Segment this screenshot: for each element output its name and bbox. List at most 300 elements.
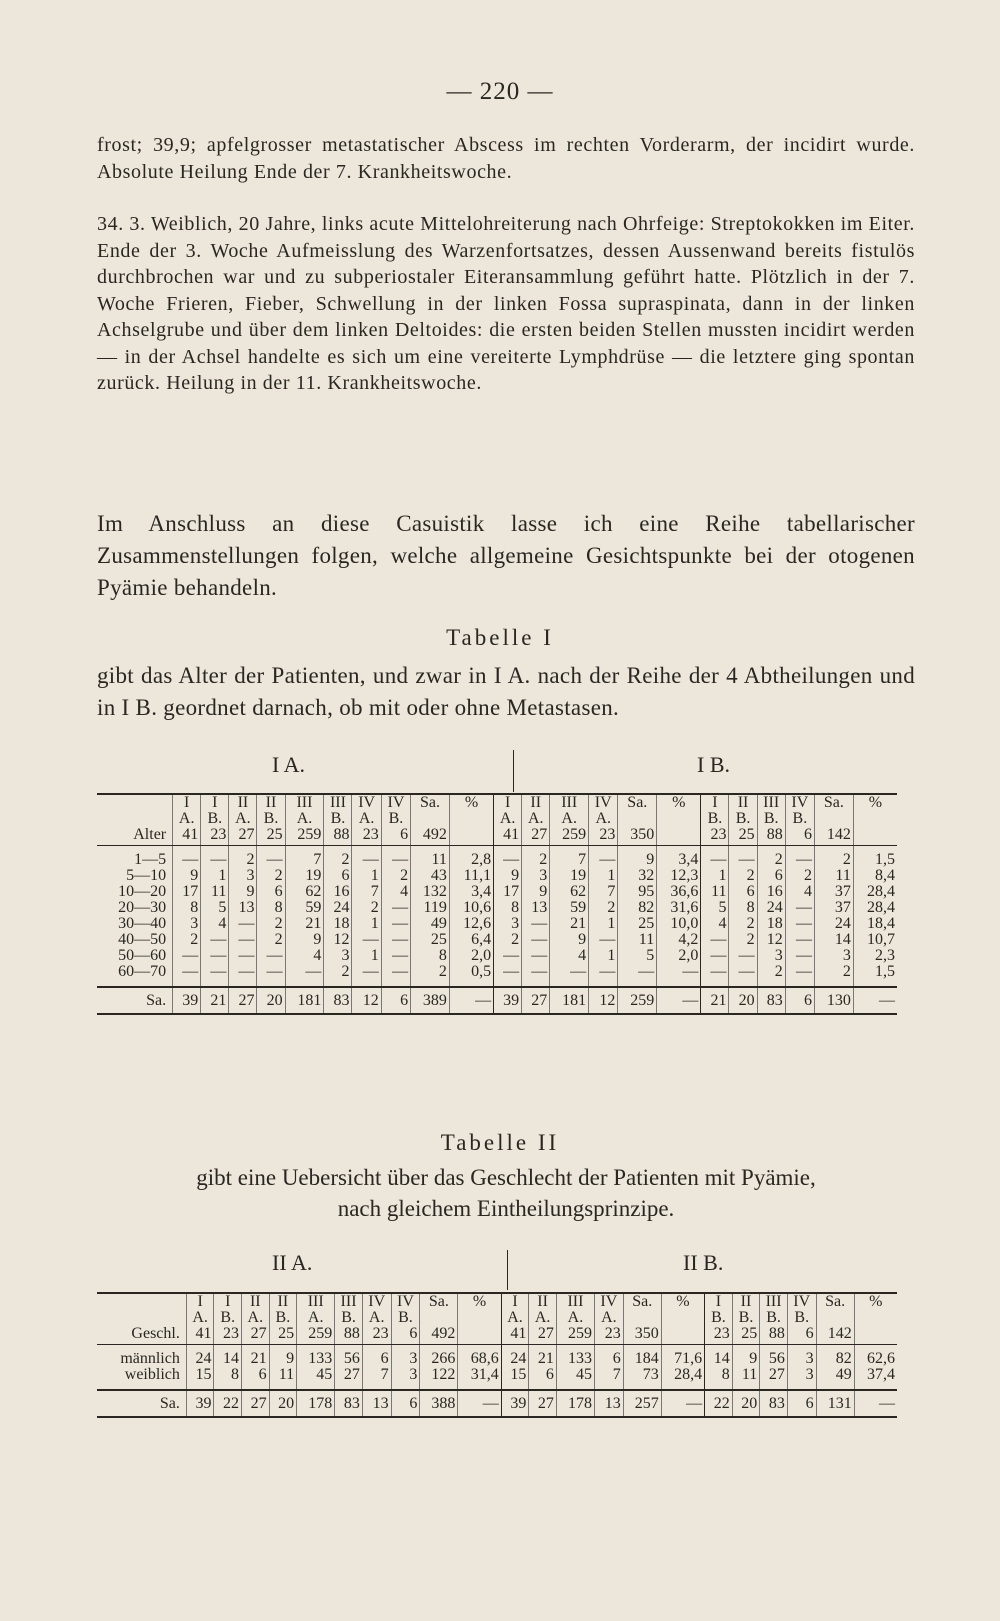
table-cell: 2 — [729, 932, 757, 948]
table-cell: 49 — [411, 916, 450, 932]
table-cell: 2 — [352, 900, 381, 916]
table-cell: 7 — [285, 846, 324, 869]
table-cell: % — [458, 1293, 501, 1310]
paragraph-case-34: 34. 3. Weiblich, 20 Jahre, links acute Mittelohreiterung nach Ohrfeige: Streptokokken im Eiter. Ende der 3. Woche Aufmeisslung des Warzenfortsatzes, dessen Aussenwand bereits fistulös durchbrochen war und zu subperiostaler Eiteransammlung geführt hatte. Plötzlich in der 7. Woche Frieren, Fieber, Schwellung in der linken Fossa supraspinata, dann in der linken Achselgrube und über dem linken Deltoides: die ersten beiden Stellen mussten incidirt werden — in der Achsel handelte es sich um eine vereiterte Lymphdrüse — die letztere ging spontan zurück. Heilung in der 11. Krankheitswoche. — [97, 213, 915, 394]
table-cell: 45 — [297, 1367, 335, 1390]
table-cell: 13 — [522, 900, 550, 916]
table-cell: IV — [391, 1293, 420, 1310]
table-cell: 3 — [324, 948, 352, 964]
table-cell: — — [729, 964, 757, 987]
table-cell: I — [173, 794, 201, 811]
table-cell: I — [501, 1293, 529, 1310]
table-cell: 83 — [324, 987, 352, 1014]
table-cell: IV — [785, 794, 814, 811]
table-cell: 19 — [285, 868, 324, 884]
table-cell: 27 — [242, 1326, 270, 1345]
table-cell — [657, 827, 701, 846]
table-cell: 27 — [529, 1390, 557, 1417]
table-cell: 21 — [550, 916, 589, 932]
table-cell: 6 — [787, 1390, 816, 1417]
table-cell: 6 — [787, 1326, 816, 1345]
table-cell: 62,6 — [854, 1345, 897, 1368]
table-cell: I — [701, 794, 729, 811]
table1-group-a-label: I A. — [272, 752, 305, 777]
table-cell: B. — [335, 1310, 363, 1326]
table-cell: 39 — [501, 1390, 529, 1417]
table-cell: 15 — [186, 1367, 214, 1390]
row-label: weiblich — [124, 1366, 180, 1383]
table-cell: A. — [352, 811, 381, 827]
table-cell: — — [173, 948, 201, 964]
table-cell: II — [522, 794, 550, 811]
table-cell: I — [186, 1293, 214, 1310]
table-cell: — — [785, 846, 814, 869]
table-cell: A. — [242, 1310, 270, 1326]
table-cell: 3 — [391, 1345, 420, 1368]
table-cell: 27 — [229, 827, 257, 846]
table-cell: 82 — [618, 900, 657, 916]
table-cell: B. — [381, 811, 410, 827]
table-cell: 6 — [391, 1390, 420, 1417]
table-cell — [420, 1310, 458, 1326]
header-row-subsection — [97, 811, 897, 827]
table-cell: 37,4 — [854, 1367, 897, 1390]
table-cell: I — [214, 1293, 242, 1310]
table-cell: 25 — [269, 1326, 297, 1345]
table-cell — [657, 811, 701, 827]
table-cell: 6 — [594, 1345, 623, 1368]
table-cell: II — [729, 794, 757, 811]
row-label: 10—20 — [118, 883, 167, 900]
table-cell: 2 — [815, 846, 854, 869]
page-number: — 220 — — [446, 78, 554, 105]
table-cell: B. — [269, 1310, 297, 1326]
table-cell: 9 — [285, 932, 324, 948]
table-cell: 3 — [815, 948, 854, 964]
table-cell: A. — [522, 811, 550, 827]
table-cell: 13 — [229, 900, 257, 916]
table-cell: — — [657, 987, 701, 1014]
table-cell: 88 — [335, 1326, 363, 1345]
table-cell: 2 — [324, 964, 352, 987]
table-row — [97, 884, 897, 900]
table-cell: 28,4 — [853, 900, 897, 916]
table-cell: — — [381, 916, 410, 932]
table-cell: 83 — [757, 987, 785, 1014]
table-cell: 24 — [815, 916, 854, 932]
table-cell: 6 — [729, 884, 757, 900]
table-cell: 7 — [589, 884, 618, 900]
table-cell: A. — [297, 1310, 335, 1326]
table-cell: A. — [556, 1310, 594, 1326]
table-cell: — — [494, 948, 522, 964]
table-cell: 11 — [411, 846, 450, 869]
table-cell: 6,4 — [449, 932, 493, 948]
table-cell: 20 — [729, 987, 757, 1014]
table-cell: 181 — [285, 987, 324, 1014]
table-row — [97, 868, 897, 884]
row-label: 30—40 — [118, 915, 167, 932]
table-cell: 2,0 — [657, 948, 701, 964]
table-cell: 133 — [297, 1345, 335, 1368]
table-cell: 6 — [242, 1367, 270, 1390]
table-row — [97, 964, 897, 987]
table-cell: 3 — [757, 948, 785, 964]
table-cell: 8 — [173, 900, 201, 916]
table-cell: Sa. — [815, 794, 854, 811]
table-cell: B. — [732, 1310, 760, 1326]
table-cell: 2 — [522, 846, 550, 869]
table-cell: 56 — [760, 1345, 788, 1368]
sum-row — [97, 987, 897, 1014]
table-cell: B. — [757, 811, 785, 827]
table-cell: 10,0 — [657, 916, 701, 932]
table-cell: 2,0 — [449, 948, 493, 964]
table-cell: — — [522, 964, 550, 987]
table-cell: 1 — [589, 948, 618, 964]
table-row — [97, 1367, 897, 1390]
table-cell: 37 — [815, 900, 854, 916]
table-cell: 119 — [411, 900, 450, 916]
table-cell: — — [494, 964, 522, 987]
header-row-totals — [97, 1326, 897, 1345]
table-cell: 8 — [729, 900, 757, 916]
table2-group-separator — [507, 1250, 508, 1290]
table-cell: % — [657, 794, 701, 811]
table-cell: 71,6 — [661, 1345, 704, 1368]
table-cell: 32 — [618, 868, 657, 884]
table-cell: 7 — [550, 846, 589, 869]
table-cell: 2 — [257, 916, 285, 932]
table-cell: 23 — [201, 827, 229, 846]
table2-group-a-label: II A. — [272, 1250, 313, 1275]
table-cell: A. — [529, 1310, 557, 1326]
table-cell: A. — [229, 811, 257, 827]
table-cell: — — [522, 932, 550, 948]
table-cell: 88 — [760, 1326, 788, 1345]
table-cell: — — [701, 846, 729, 869]
table-cell: 142 — [815, 827, 854, 846]
table-cell: 6 — [391, 1326, 420, 1345]
table-cell: 12 — [757, 932, 785, 948]
table-cell: 6 — [362, 1345, 391, 1368]
table-cell: IV — [787, 1293, 816, 1310]
table-cell: I — [494, 794, 522, 811]
table-cell: — — [618, 964, 657, 987]
table-cell: II — [529, 1293, 557, 1310]
table-cell: 6 — [257, 884, 285, 900]
row-label — [97, 1293, 186, 1310]
table-cell: 59 — [285, 900, 324, 916]
table-cell: 3 — [787, 1367, 816, 1390]
table-cell: 13 — [362, 1390, 391, 1417]
table-cell: 7 — [594, 1367, 623, 1390]
header-row-subsection — [97, 1310, 897, 1326]
table2-group-b-label: II B. — [683, 1250, 724, 1275]
sum-row — [97, 1390, 897, 1417]
table-cell: B. — [785, 811, 814, 827]
table-cell: 184 — [623, 1345, 661, 1368]
table-cell: 142 — [816, 1326, 854, 1345]
table-cell: III — [335, 1293, 363, 1310]
table-cell: 25 — [729, 827, 757, 846]
table-cell: — — [352, 846, 381, 869]
table-cell: 7 — [362, 1367, 391, 1390]
table-cell: Sa. — [411, 794, 450, 811]
table-cell: — — [201, 964, 229, 987]
table-cell: — — [352, 932, 381, 948]
table-cell: 37 — [815, 884, 854, 900]
table-cell: 11 — [732, 1367, 760, 1390]
table-cell: A. — [501, 1310, 529, 1326]
paragraph-case-continuation: frost; 39,9; apfelgrosser metastatischer Abscess im rechten Vorderarm, der incidirt wurde. Absolute Heilung Ende der 7. Krankheitswoche. — [97, 134, 915, 183]
table-cell: — — [550, 964, 589, 987]
table-cell — [449, 811, 493, 827]
table-cell: B. — [201, 811, 229, 827]
table-cell: IV — [362, 1293, 391, 1310]
table-cell — [661, 1326, 704, 1345]
table-cell: 59 — [550, 900, 589, 916]
table-cell: 25 — [257, 827, 285, 846]
table-cell: 25 — [618, 916, 657, 932]
table-cell: 8 — [214, 1367, 242, 1390]
table-cell: 11 — [201, 884, 229, 900]
table-cell: — — [785, 900, 814, 916]
table-cell: — — [257, 948, 285, 964]
table-cell: 2 — [757, 846, 785, 869]
table-row — [97, 948, 897, 964]
table2-description-line2: nach gleichem Eintheilungsprinzipe. — [337, 1196, 675, 1221]
table-cell: 1 — [201, 868, 229, 884]
table-cell: A. — [594, 1310, 623, 1326]
table-cell: 1 — [352, 948, 381, 964]
table-cell: 133 — [556, 1345, 594, 1368]
table-cell: 17 — [173, 884, 201, 900]
table-cell: 10,7 — [853, 932, 897, 948]
table-cell: 4,2 — [657, 932, 701, 948]
table-cell: 1 — [352, 916, 381, 932]
row-label: 50—60 — [118, 947, 167, 964]
table-cell: 16 — [324, 884, 352, 900]
table-cell: 11 — [618, 932, 657, 948]
table-cell: A. — [173, 811, 201, 827]
table-cell: 2 — [324, 846, 352, 869]
table-cell: 31,6 — [657, 900, 701, 916]
table-cell: 12 — [324, 932, 352, 948]
table-cell: 2 — [257, 868, 285, 884]
table-cell: 24 — [324, 900, 352, 916]
table-cell: 1 — [701, 868, 729, 884]
header-row-section — [97, 794, 897, 811]
table-cell: 178 — [297, 1390, 335, 1417]
table-cell: — — [854, 1390, 897, 1417]
table-cell: 2 — [815, 964, 854, 987]
row-label: Sa. — [97, 987, 173, 1014]
row-label: Geschl. — [97, 1326, 186, 1345]
table-cell: IV — [589, 794, 618, 811]
table-cell: 7 — [352, 884, 381, 900]
table-cell: A. — [550, 811, 589, 827]
table-cell: 131 — [816, 1390, 854, 1417]
header-row-totals — [97, 827, 897, 846]
table-cell: — — [785, 932, 814, 948]
table-cell: 20 — [257, 987, 285, 1014]
table-cell: 21 — [242, 1345, 270, 1368]
table-cell: 1 — [352, 868, 381, 884]
table-cell: 23 — [214, 1326, 242, 1345]
table-cell: 14 — [705, 1345, 733, 1368]
table-cell: 259 — [285, 827, 324, 846]
table-cell — [815, 811, 854, 827]
table-cell: 20 — [269, 1390, 297, 1417]
table-cell: 28,4 — [661, 1367, 704, 1390]
row-label — [97, 794, 173, 811]
table-cell: III — [285, 794, 324, 811]
table-cell: — — [173, 846, 201, 869]
table-cell: 17 — [494, 884, 522, 900]
table-cell: 12,6 — [449, 916, 493, 932]
table-cell: — — [729, 846, 757, 869]
table-cell: 68,6 — [458, 1345, 501, 1368]
table-cell: 9 — [269, 1345, 297, 1368]
table-cell: 2 — [381, 868, 410, 884]
table-cell: 3 — [787, 1345, 816, 1368]
table-cell: 132 — [411, 884, 450, 900]
table-cell: I — [201, 794, 229, 811]
paragraph-intro-tables: Im Anschluss an diese Casuistik lasse ich eine Reihe tabellarischer Zusammenstellungen folgen, welche allgemeine Gesichtspunkte bei der otogenen Pyämie behandeln. — [97, 511, 915, 600]
table-cell: 21 — [201, 987, 229, 1014]
table-cell — [661, 1310, 704, 1326]
row-label: Alter — [97, 827, 173, 846]
header-row-section — [97, 1293, 897, 1310]
table-cell: 492 — [420, 1326, 458, 1345]
table-cell: 6 — [757, 868, 785, 884]
table-cell: 4 — [701, 916, 729, 932]
table-cell: III — [757, 794, 785, 811]
table-cell: — — [381, 964, 410, 987]
table-cell: Sa. — [623, 1293, 661, 1310]
table-cell: — — [352, 964, 381, 987]
table-cell: II — [242, 1293, 270, 1310]
table-cell: % — [661, 1293, 704, 1310]
table-cell: II — [269, 1293, 297, 1310]
table-cell: 9 — [618, 846, 657, 869]
table-cell: 73 — [623, 1367, 661, 1390]
table-cell: 82 — [816, 1345, 854, 1368]
table-cell: % — [853, 794, 897, 811]
table-cell: — — [229, 964, 257, 987]
table1-group-b-label: I B. — [697, 752, 730, 777]
table-cell: 36,6 — [657, 884, 701, 900]
table-cell: 27 — [335, 1367, 363, 1390]
table-cell: — — [229, 916, 257, 932]
table-cell: 12 — [589, 987, 618, 1014]
table1 — [97, 793, 897, 1015]
table-cell: 27 — [760, 1367, 788, 1390]
table-cell: A. — [285, 811, 324, 827]
table-cell: 2 — [729, 916, 757, 932]
table-cell: III — [760, 1293, 788, 1310]
table-cell: 9 — [494, 868, 522, 884]
table-cell: — — [729, 948, 757, 964]
table-cell: 5 — [201, 900, 229, 916]
table-cell: 27 — [242, 1390, 270, 1417]
table-cell: 9 — [229, 884, 257, 900]
table-cell — [853, 811, 897, 827]
table-cell: 39 — [186, 1390, 214, 1417]
table-cell: — — [229, 932, 257, 948]
table-cell: 22 — [214, 1390, 242, 1417]
table-cell — [458, 1326, 501, 1345]
table-cell: % — [854, 1293, 897, 1310]
table-cell: 31,4 — [458, 1367, 501, 1390]
table-cell: 3 — [494, 916, 522, 932]
row-label: Sa. — [97, 1390, 186, 1417]
table-cell: 39 — [494, 987, 522, 1014]
table-cell: 6 — [381, 827, 410, 846]
table-cell: 83 — [335, 1390, 363, 1417]
table-cell: 12 — [352, 987, 381, 1014]
table-cell: 14 — [214, 1345, 242, 1368]
row-label: 60—70 — [118, 963, 167, 980]
table-cell: 181 — [550, 987, 589, 1014]
table-cell: B. — [787, 1310, 816, 1326]
table-cell: 6 — [381, 987, 410, 1014]
table-cell: 130 — [815, 987, 854, 1014]
table-cell: 259 — [556, 1326, 594, 1345]
row-label: 5—10 — [126, 867, 167, 884]
table-cell: 83 — [760, 1390, 788, 1417]
table-cell: 2,3 — [853, 948, 897, 964]
table-cell: 2 — [494, 932, 522, 948]
table-cell: 27 — [229, 987, 257, 1014]
table-cell: 88 — [324, 827, 352, 846]
table-cell: 23 — [594, 1326, 623, 1345]
table-cell: — — [229, 948, 257, 964]
table-cell: 259 — [297, 1326, 335, 1345]
table-cell: 21 — [529, 1345, 557, 1368]
table-cell: 21 — [701, 987, 729, 1014]
table-cell: 21 — [285, 916, 324, 932]
table-cell: 27 — [529, 1326, 557, 1345]
table-cell: 9 — [173, 868, 201, 884]
table-cell: 6 — [785, 827, 814, 846]
table-cell: 16 — [757, 884, 785, 900]
table-row — [97, 1345, 897, 1368]
table-cell: 0,5 — [449, 964, 493, 987]
table-cell: 4 — [550, 948, 589, 964]
table-cell: 11,1 — [449, 868, 493, 884]
table-cell: 14 — [815, 932, 854, 948]
table-cell: — — [381, 932, 410, 948]
table-row — [97, 846, 897, 869]
table-cell: — — [449, 987, 493, 1014]
table-cell: 1 — [589, 916, 618, 932]
table-cell: 178 — [556, 1390, 594, 1417]
table-cell: 6 — [785, 987, 814, 1014]
table-cell — [854, 1326, 897, 1345]
table-cell: — — [201, 846, 229, 869]
table-cell — [623, 1310, 661, 1326]
table-cell: 350 — [623, 1326, 661, 1345]
table-cell: 3 — [229, 868, 257, 884]
table-cell: — — [381, 948, 410, 964]
table-cell: 6 — [324, 868, 352, 884]
table-cell: 8 — [411, 948, 450, 964]
table-cell: A. — [362, 1310, 391, 1326]
table-cell: 25 — [411, 932, 450, 948]
table-cell: 56 — [335, 1345, 363, 1368]
